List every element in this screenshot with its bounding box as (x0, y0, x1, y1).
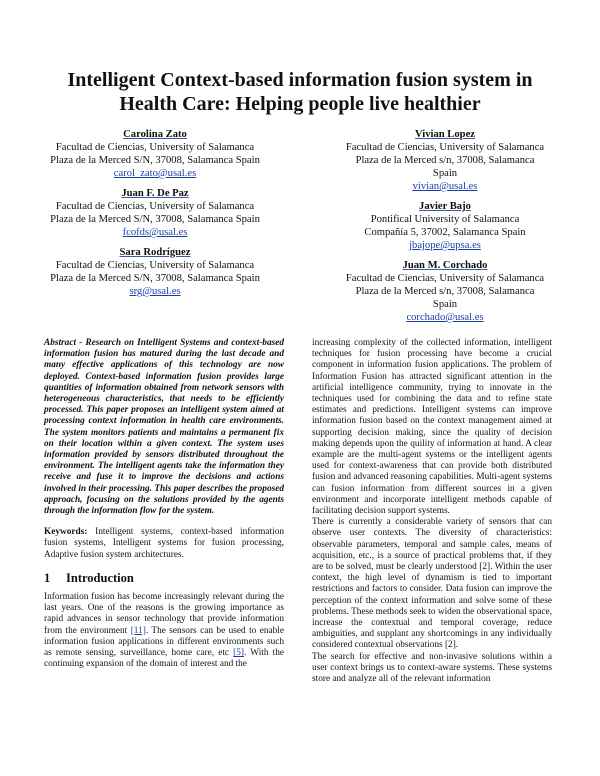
author-name: Juan M. Corchado (402, 260, 488, 271)
body-paragraph: The search for effective and non-invasive solutions within a user context brings us to context-aware systems. These systems store and analyze all of the relevant information (312, 651, 552, 685)
section-title: Introduction (66, 570, 134, 585)
left-column (44, 338, 284, 670)
section-number: 1 (44, 570, 51, 585)
author-affiliation: Facultad de Ciencias, University of Salamanca (55, 142, 255, 153)
right-column (312, 338, 552, 685)
author-email-link[interactable]: jbajope@upsa.es (409, 240, 481, 251)
author-address: Plaza de la Merced S/N, 37008, Salamanca Spain (50, 214, 260, 225)
author-name: Carolina Zato (123, 129, 187, 140)
section-heading (44, 570, 284, 585)
citation-link[interactable]: [11] (130, 625, 146, 636)
author-name: Javier Bajo (419, 201, 471, 212)
author-block (0, 128, 600, 328)
intro-paragraph: Information fusion has become increasingly relevant during the last years. One of the reasons is the growing importance as rapid advances in sensor technology that provide information from the environment [11]. The sensors can be used to enable information fusion applications in different environments such as remote sensing, surveillance, home care, etc [5]. With the continuing expansion of the domain of interest and the (44, 592, 284, 670)
author-email-link[interactable]: carol_zato@usal.es (113, 168, 197, 179)
author-affiliation: Facultad de Ciencias, University of Salamanca (345, 273, 545, 284)
author-country: Spain (432, 168, 458, 179)
author-entry (10, 187, 300, 239)
author-country: Spain (432, 299, 458, 310)
author-affiliation: Facultad de Ciencias, University of Salamanca (345, 142, 545, 153)
author-email-link[interactable]: vivian@usal.es (412, 181, 478, 192)
author-affiliation: Facultad de Ciencias, University of Salamanca (55, 201, 255, 212)
keywords-label: Keywords: (44, 527, 88, 538)
keywords (44, 527, 284, 561)
authors-left-column (10, 128, 300, 305)
author-address: Plaza de la Merced s/n, 37008, Salamanca (355, 286, 535, 297)
author-email-link[interactable]: srg@usal.es (129, 286, 181, 297)
body-paragraph: There is currently a considerable variety of sensors that can observe user contexts. The diversity of characteristics: observable parameters, temporal and sample cales, means of acquisition, etc., is a source of practical problems that, if they are to be solved, must be clearly understood [2]. Within the user context, the high level of dynamism is tied to important restrictions and factors to consider. Data fusion can improve the perception of the context information and solve some of these problems. These methods seek to widen the observational space, increase the contextual and temporal coverage, reduce ambiguities, and supplant any shortcomings in any individually considered contextual observations [2]. (312, 517, 552, 651)
author-entry (300, 128, 590, 193)
author-affiliation: Pontifical University of Salamanca (370, 214, 520, 225)
author-name: Juan F. De Paz (121, 188, 189, 199)
author-entry (300, 200, 590, 252)
authors-right-column (300, 128, 590, 331)
keywords-text: Intelligent systems, context-based information fusion systems, Intelligent systems for fusion processing, Adaptive fusion system architectures. (44, 527, 284, 560)
author-address: Plaza de la Merced s/n, 37008, Salamanca (355, 155, 535, 166)
author-entry (10, 246, 300, 298)
author-email-link[interactable]: corchado@usal.es (406, 312, 484, 323)
body-paragraph: increasing complexity of the collected information, intelligent techniques for fusion processing have become a crucial component in information fusion applications. The problem of Information Fusion has attracted significant attention in the artificial intelligence community, trying to innovate in the techniques used for combining the data and to refine state estimates and predictions. Intelligent systems can improve information fusion based on the context management aimed at supporting decision making, since the quality of decision making depends upon the quility of information at hand. A clear example are the multi-agent systems or the intelligent agents used for context-awareness that can provide both distributed fusion and advanced reasoning capabilities. Multi-agent systems can fusion information from different sources in a given environment and incorporate intelligent methods capable of facilitating decision support systems. (312, 338, 552, 517)
author-address: Compañía 5, 37002, Salamanca Spain (364, 227, 526, 238)
author-name: Vivian Lopez (415, 129, 475, 140)
author-address: Plaza de la Merced S/N, 37008, Salamanca Spain (50, 155, 260, 166)
paper-title: Intelligent Context-based information fusion system in Health Care: Helping people live healthier (67, 69, 533, 115)
author-entry (10, 128, 300, 180)
author-affiliation: Facultad de Ciencias, University of Salamanca (55, 260, 255, 271)
author-name: Sara Rodríguez (119, 247, 191, 258)
author-address: Plaza de la Merced S/N, 37008, Salamanca Spain (50, 273, 260, 284)
abstract: Abstract - Research on Intelligent Systems and context-based information fusion has matured during the last decade and many effective applications of this technology are now deployed. Context-based information fusion provides large quantities of information obtained from network sensors with heterogeneous characteristics, that needs to be efficiently processed. This paper proposes an intelligent system aimed at processing context information in health care environments. The system monitors patients and maintains a permanent fix on their location within a given context. The system uses information provided by sensors distributed throughout the environment. The intelligent agents take the information they receive and fuse it to improve the decisions and actions involved in their processing. This paper describes the proposed approach, focusing on the solutions provided by the agents through the information flow for the system. (44, 338, 284, 517)
author-entry (300, 259, 590, 324)
citation-link[interactable]: [5] (233, 648, 245, 659)
author-email-link[interactable]: fcofds@usal.es (122, 227, 188, 238)
